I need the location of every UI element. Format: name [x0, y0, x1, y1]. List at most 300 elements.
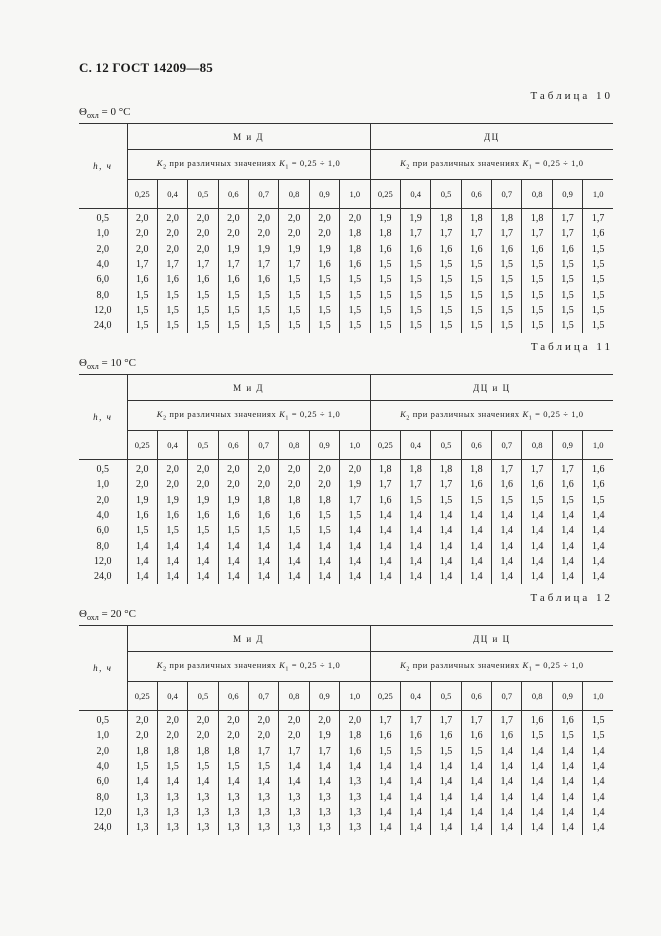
cell-right: 1,9 [370, 209, 400, 227]
theta-subscript: охл [86, 111, 99, 121]
cell-left: 2,0 [218, 226, 248, 241]
cell-right: 1,5 [370, 257, 400, 272]
cell-right: 1,5 [370, 272, 400, 287]
table-row [79, 805, 613, 820]
cell-right: 1,5 [522, 303, 552, 318]
cell-left: 1,3 [279, 789, 309, 804]
group-header-right: ДЦ и Ц [370, 626, 613, 652]
cell-right: 1,4 [431, 523, 461, 538]
k-header-right [370, 401, 613, 431]
cell-right: 1,4 [583, 554, 613, 569]
cell-left: 1,7 [127, 257, 157, 272]
cell-right: 1,5 [522, 287, 552, 302]
k1-value-header: 0,8 [279, 180, 309, 209]
column-header-h: h, ч [79, 375, 127, 460]
cell-right: 1,4 [522, 523, 552, 538]
cell-right: 1,8 [461, 460, 491, 478]
cell-right: 1,6 [492, 242, 522, 257]
cell-right: 1,6 [431, 728, 461, 743]
k1-symbol: $K_1$ [522, 660, 533, 673]
cell-left: 1,4 [340, 523, 370, 538]
cell-left: 2,0 [218, 728, 248, 743]
cell-right: 1,5 [431, 318, 461, 333]
row-h-value: 4,0 [96, 510, 109, 522]
cell-right: 1,4 [522, 759, 552, 774]
cell-right: 1,4 [431, 554, 461, 569]
row-h-value: 0,5 [96, 213, 109, 225]
table-body [79, 209, 613, 334]
cell-left: 1,4 [249, 774, 279, 789]
cell-left: 1,6 [188, 272, 218, 287]
table-row [79, 744, 613, 759]
k-header-left [127, 150, 370, 180]
page-header: С. 12 ГОСТ 14209—85 [79, 60, 213, 75]
cell-right: 1,4 [461, 554, 491, 569]
cell-right: 1,4 [522, 538, 552, 553]
row-h-value: 12,0 [94, 806, 112, 818]
k1-value-header: 0,9 [552, 180, 582, 209]
cell-right: 1,5 [552, 318, 582, 333]
cell-right: 1,4 [492, 759, 522, 774]
group-header-right: ДЦ [370, 124, 613, 150]
cell-right: 1,7 [431, 477, 461, 492]
group-header-left: М и Д [127, 375, 370, 401]
table-row [79, 820, 613, 835]
cell-left: 1,5 [309, 523, 339, 538]
cell-left: 1,5 [188, 523, 218, 538]
cell-left: 2,0 [127, 711, 157, 729]
cell-left: 1,8 [279, 493, 309, 508]
cell-right: 1,4 [522, 774, 552, 789]
cell-right: 1,4 [370, 508, 400, 523]
theta-value: = 10 °С [98, 357, 136, 369]
cell-right: 1,4 [492, 789, 522, 804]
cell-left: 1,4 [218, 569, 248, 584]
theta-symbol: Θ [79, 357, 87, 369]
cell-left: 1,9 [188, 493, 218, 508]
k1-value-header: 0,25 [370, 682, 400, 711]
cooling-temperature [79, 106, 130, 120]
cell-right: 1,6 [522, 477, 552, 492]
header-row-groups [79, 124, 613, 150]
cell-right: 1,5 [370, 318, 400, 333]
theta-subscript: охл [86, 613, 99, 623]
k1-value-header: 0,8 [279, 431, 309, 460]
row-h-value: 6,0 [96, 776, 109, 788]
cell-left: 1,3 [279, 820, 309, 835]
k1-subscript: 1 [285, 164, 290, 171]
cell-right: 1,6 [583, 226, 613, 241]
cell-left: 1,7 [279, 744, 309, 759]
cell-left: 1,6 [157, 508, 187, 523]
row-h-value: 4,0 [96, 761, 109, 773]
cell-right: 1,7 [552, 209, 582, 227]
cell-left: 1,7 [249, 744, 279, 759]
cell-left: 1,4 [309, 569, 339, 584]
cell-right: 1,4 [431, 569, 461, 584]
cell-right: 1,5 [492, 493, 522, 508]
cell-left: 1,4 [218, 554, 248, 569]
cell-right: 1,5 [522, 728, 552, 743]
cell-right: 1,9 [400, 209, 430, 227]
cell-right: 1,5 [400, 257, 430, 272]
cell-left: 1,5 [218, 303, 248, 318]
k1-value-header: 0,7 [492, 180, 522, 209]
cell-right: 1,5 [583, 287, 613, 302]
cell-left: 1,5 [127, 759, 157, 774]
cell-left: 1,3 [340, 820, 370, 835]
k1-value-header: 1,0 [340, 431, 370, 460]
cell-left: 1,5 [249, 287, 279, 302]
k2-symbol: $K_2$ [400, 409, 411, 422]
cell-right: 1,5 [370, 287, 400, 302]
cell-right: 1,7 [431, 226, 461, 241]
cell-right: 1,8 [431, 209, 461, 227]
cell-right: 1,4 [370, 820, 400, 835]
table-head [79, 626, 613, 711]
cell-right: 1,5 [492, 272, 522, 287]
cell-right: 1,4 [492, 820, 522, 835]
cell-left: 2,0 [309, 711, 339, 729]
cell-right: 1,8 [522, 209, 552, 227]
cell-left: 1,3 [249, 805, 279, 820]
k1-subscript: 1 [528, 666, 533, 673]
cell-left: 2,0 [127, 242, 157, 257]
cell-left: 1,4 [157, 774, 187, 789]
cell-left: 1,6 [188, 508, 218, 523]
cell-right: 1,4 [400, 820, 430, 835]
cell-left: 2,0 [279, 711, 309, 729]
header-row-k [79, 652, 613, 682]
cell-left: 1,5 [157, 523, 187, 538]
cell-right: 1,5 [552, 493, 582, 508]
k1-value-header: 0,7 [249, 682, 279, 711]
k2-subscript: 2 [406, 415, 411, 422]
k1-value-header: 0,25 [370, 431, 400, 460]
cell-right: 1,7 [461, 711, 491, 729]
cell-right: 1,6 [370, 728, 400, 743]
cell-left: 1,5 [157, 318, 187, 333]
cell-left: 1,6 [249, 272, 279, 287]
cell-right: 1,4 [370, 538, 400, 553]
cell-left: 1,5 [188, 287, 218, 302]
table-body [79, 711, 613, 836]
cell-right: 1,7 [583, 209, 613, 227]
cell-left: 1,3 [218, 820, 248, 835]
cell-left: 1,3 [249, 789, 279, 804]
cell-right: 1,4 [400, 774, 430, 789]
cell-left: 2,0 [188, 242, 218, 257]
k-header-left [127, 652, 370, 682]
cell-right: 1,6 [492, 477, 522, 492]
table-row [79, 789, 613, 804]
k2-subscript: 2 [406, 666, 411, 673]
k1-value-header: 0,5 [188, 180, 218, 209]
cell-left: 2,0 [188, 477, 218, 492]
row-h-value: 1,0 [96, 730, 109, 742]
cell-left: 1,6 [218, 272, 248, 287]
cell-right: 1,4 [400, 523, 430, 538]
cell-left: 1,4 [127, 538, 157, 553]
cell-right: 1,4 [522, 508, 552, 523]
k1-value-header: 0,8 [522, 431, 552, 460]
row-h-value: 4,0 [96, 259, 109, 271]
cell-right: 1,8 [400, 460, 430, 478]
k2-symbol: $K_2$ [156, 409, 167, 422]
cell-left: 1,4 [127, 774, 157, 789]
cell-left: 1,5 [309, 318, 339, 333]
cell-right: 1,5 [431, 257, 461, 272]
k1-value-header: 1,0 [583, 180, 613, 209]
cell-left: 1,5 [157, 759, 187, 774]
cell-right: 1,6 [552, 711, 582, 729]
cell-left: 1,8 [188, 744, 218, 759]
cell-right: 1,5 [522, 318, 552, 333]
table-row [79, 318, 613, 333]
k1-symbol: $K_1$ [279, 158, 290, 171]
cell-right: 1,4 [400, 538, 430, 553]
cell-right: 1,5 [431, 272, 461, 287]
cell-right: 1,7 [461, 226, 491, 241]
k-range: = 0,25 ÷ 1,0 [289, 158, 341, 169]
cell-left: 1,3 [279, 805, 309, 820]
cell-right: 1,5 [400, 318, 430, 333]
cell-right: 1,7 [552, 226, 582, 241]
cell-left: 1,9 [340, 477, 370, 492]
cell-left: 1,6 [127, 508, 157, 523]
cell-left: 1,5 [309, 508, 339, 523]
k-label-text: при различных значениях [410, 660, 523, 671]
header-row-k1-values [79, 180, 613, 209]
cell-right: 1,5 [400, 493, 430, 508]
cell-left: 1,4 [188, 554, 218, 569]
table-row [79, 538, 613, 553]
row-h-value: 1,0 [96, 228, 109, 240]
cell-left: 1,3 [309, 820, 339, 835]
cell-left: 1,5 [309, 287, 339, 302]
cell-right: 1,5 [552, 257, 582, 272]
cell-right: 1,7 [431, 711, 461, 729]
cell-left: 1,5 [309, 272, 339, 287]
cell-left: 2,0 [157, 711, 187, 729]
table-row [79, 272, 613, 287]
cell-left: 1,3 [340, 805, 370, 820]
table-row [79, 242, 613, 257]
cell-left: 1,3 [188, 805, 218, 820]
cell-left: 1,9 [279, 242, 309, 257]
k1-value-header: 0,4 [400, 682, 430, 711]
cell-right: 1,4 [370, 805, 400, 820]
table-caption: Таблица 11 [530, 341, 613, 353]
cell-right: 1,4 [431, 774, 461, 789]
cell-right: 1,5 [522, 257, 552, 272]
cell-right: 1,5 [461, 493, 491, 508]
k1-value-header: 0,8 [522, 180, 552, 209]
cell-left: 1,5 [309, 303, 339, 318]
cell-right: 1,4 [552, 523, 582, 538]
table-row [79, 287, 613, 302]
k1-value-header: 1,0 [583, 682, 613, 711]
table-row [79, 569, 613, 584]
cell-right: 1,4 [461, 820, 491, 835]
k1-value-header: 0,6 [461, 682, 491, 711]
table-row [79, 493, 613, 508]
cell-left: 2,0 [309, 460, 339, 478]
header-row-k1-values [79, 431, 613, 460]
k-range: = 0,25 ÷ 1,0 [532, 660, 584, 671]
cell-left: 2,0 [127, 477, 157, 492]
k1-value-header: 0,5 [431, 431, 461, 460]
cell-left: 2,0 [249, 226, 279, 241]
cell-right: 1,4 [492, 538, 522, 553]
k2-subscript: 2 [406, 164, 410, 171]
cell-left: 1,7 [157, 257, 187, 272]
cell-left: 1,5 [127, 287, 157, 302]
cell-right: 1,5 [461, 287, 491, 302]
cell-left: 2,0 [249, 477, 279, 492]
cell-right: 1,5 [370, 303, 400, 318]
cell-right: 1,4 [370, 569, 400, 584]
cell-right: 1,5 [492, 318, 522, 333]
cell-right: 1,7 [400, 226, 430, 241]
table-row [79, 774, 613, 789]
cell-right: 1,6 [583, 477, 613, 492]
cell-left: 1,4 [309, 538, 339, 553]
cell-right: 1,4 [370, 759, 400, 774]
cell-left: 1,3 [188, 789, 218, 804]
cell-left: 1,5 [249, 318, 279, 333]
group-header-left: М и Д [127, 626, 370, 652]
cell-left: 1,4 [340, 569, 370, 584]
cell-left: 1,9 [218, 242, 248, 257]
cell-left: 2,0 [279, 477, 309, 492]
k1-value-header: 0,7 [249, 180, 279, 209]
cell-left: 2,0 [279, 226, 309, 241]
cell-right: 1,5 [492, 287, 522, 302]
cell-right: 1,4 [552, 538, 582, 553]
table-row [79, 257, 613, 272]
cell-left: 1,7 [340, 493, 370, 508]
cell-right: 1,4 [583, 759, 613, 774]
cell-left: 1,3 [127, 789, 157, 804]
theta-subscript: охл [86, 362, 99, 372]
row-h-value: 12,0 [94, 555, 112, 567]
cell-right: 1,6 [583, 460, 613, 478]
row-h-value: 6,0 [96, 525, 109, 537]
cell-left: 2,0 [309, 226, 339, 241]
table-row [79, 508, 613, 523]
cell-right: 1,6 [370, 242, 400, 257]
cell-left: 2,0 [127, 209, 157, 227]
k1-value-header: 0,7 [492, 431, 522, 460]
cell-right: 1,7 [400, 477, 430, 492]
cell-right: 1,5 [461, 257, 491, 272]
cell-left: 2,0 [157, 209, 187, 227]
cell-right: 1,4 [583, 774, 613, 789]
cell-right: 1,4 [492, 508, 522, 523]
cell-right: 1,4 [522, 820, 552, 835]
cell-right: 1,7 [522, 460, 552, 478]
data-table [79, 625, 613, 835]
cell-left: 2,0 [340, 711, 370, 729]
cell-right: 1,6 [552, 242, 582, 257]
cell-right: 1,4 [400, 805, 430, 820]
cell-right: 1,5 [431, 303, 461, 318]
cell-left: 2,0 [127, 460, 157, 478]
table-row [79, 303, 613, 318]
cell-left: 1,4 [279, 554, 309, 569]
cell-left: 1,8 [309, 493, 339, 508]
cell-left: 1,5 [279, 272, 309, 287]
k1-subscript: 1 [285, 415, 290, 422]
cell-left: 1,3 [157, 789, 187, 804]
cell-left: 2,0 [249, 728, 279, 743]
cell-right: 1,8 [370, 226, 400, 241]
row-h-value: 2,0 [96, 745, 109, 757]
row-h-value: 24,0 [94, 320, 112, 332]
cell-left: 2,0 [157, 226, 187, 241]
k1-value-header: 0,9 [309, 682, 339, 711]
cell-left: 2,0 [188, 209, 218, 227]
cell-right: 1,5 [400, 287, 430, 302]
cell-right: 1,4 [492, 744, 522, 759]
theta-symbol: Θ [79, 608, 87, 620]
k1-symbol: $K_1$ [522, 158, 533, 171]
cell-left: 1,5 [340, 303, 370, 318]
cell-right: 1,5 [461, 272, 491, 287]
cell-right: 1,4 [552, 569, 582, 584]
row-h-value: 2,0 [96, 494, 109, 506]
cell-right: 1,4 [461, 569, 491, 584]
cooling-temperature [79, 608, 136, 622]
k1-value-header: 0,6 [218, 180, 248, 209]
k-header-right [370, 652, 613, 682]
k-header-right [370, 150, 613, 180]
cell-right: 1,5 [583, 728, 613, 743]
cell-left: 2,0 [127, 728, 157, 743]
cell-left: 2,0 [218, 209, 248, 227]
cell-right: 1,6 [461, 242, 491, 257]
cell-right: 1,4 [370, 789, 400, 804]
row-h-value: 8,0 [96, 540, 109, 552]
cell-left: 1,7 [249, 257, 279, 272]
row-h-value: 8,0 [96, 791, 109, 803]
cell-right: 1,4 [461, 523, 491, 538]
cell-right: 1,5 [583, 257, 613, 272]
k2-symbol: $K_2$ [156, 660, 167, 673]
cell-right: 1,7 [492, 226, 522, 241]
table-row [79, 460, 613, 478]
cell-left: 1,3 [340, 789, 370, 804]
cell-right: 1,5 [583, 493, 613, 508]
k-label-text: при различных значениях [166, 409, 280, 420]
cell-right: 1,4 [431, 508, 461, 523]
k1-value-header: 0,8 [522, 682, 552, 711]
cell-left: 2,0 [309, 477, 339, 492]
cell-right: 1,4 [583, 569, 613, 584]
cell-right: 1,4 [492, 805, 522, 820]
cell-left: 2,0 [279, 460, 309, 478]
cell-right: 1,5 [431, 493, 461, 508]
cell-left: 1,5 [279, 523, 309, 538]
header-row-groups [79, 375, 613, 401]
cell-right: 1,4 [552, 805, 582, 820]
cell-right: 1,4 [400, 554, 430, 569]
k-range: = 0,25 ÷ 1,0 [289, 409, 341, 420]
cell-left: 2,0 [249, 460, 279, 478]
row-h-value: 8,0 [96, 289, 109, 301]
cell-right: 1,4 [522, 569, 552, 584]
